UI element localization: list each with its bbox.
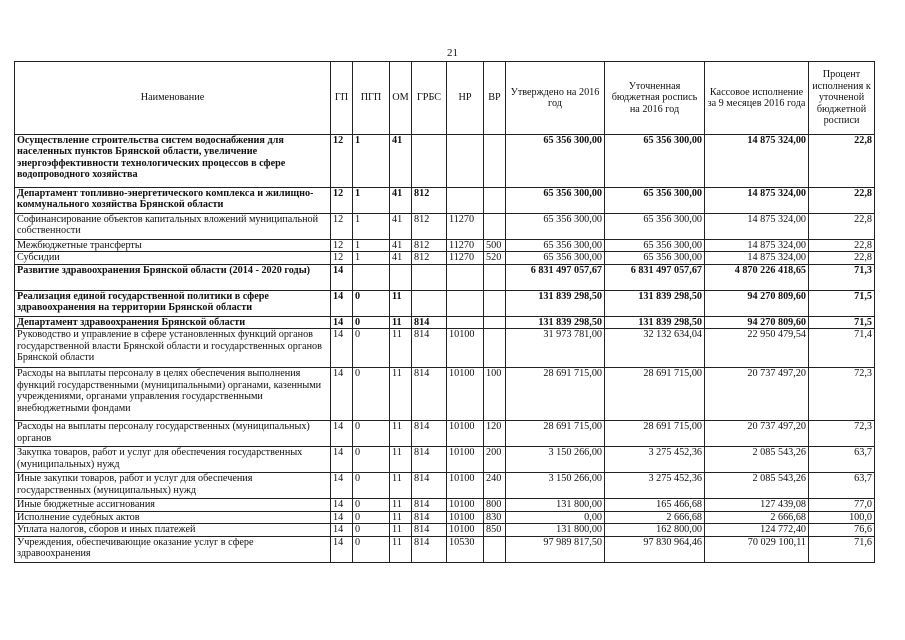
cell-np: 11270 [447, 240, 484, 252]
cell-grbs: 814 [412, 447, 447, 473]
cell-pgp: 1 [353, 252, 390, 264]
cell-approved: 31 973 781,00 [506, 329, 605, 368]
table-row [15, 499, 875, 511]
cell-executed: 14 875 324,00 [705, 252, 809, 264]
cell-pgp: 0 [353, 329, 390, 368]
cell-executed: 2 666,68 [705, 511, 809, 523]
cell-np: 10100 [447, 499, 484, 511]
table-row [15, 536, 875, 562]
cell-name: Департамент здравоохранения Брянской области [15, 316, 331, 328]
cell-pgp: 1 [353, 135, 390, 188]
header-vr: ВР [484, 62, 506, 135]
cell-om: 41 [390, 135, 412, 188]
cell-vr: 800 [484, 499, 506, 511]
cell-om: 11 [390, 447, 412, 473]
cell-executed: 20 737 497,20 [705, 368, 809, 421]
table-row [15, 447, 875, 473]
cell-grbs [412, 135, 447, 188]
cell-approved: 131 839 298,50 [506, 316, 605, 328]
cell-om [390, 264, 412, 290]
cell-name: Осуществление строительства систем водоснабжения для населенных пунктов Брянской области, увеличение энергоэффективности технологических процессов в сфере водопроводного хозяйства [15, 135, 331, 188]
cell-revised: 3 275 452,36 [605, 447, 705, 473]
cell-np: 11270 [447, 214, 484, 240]
table-row [15, 264, 875, 290]
cell-name: Департамент топливно-энергетического комплекса и жилищно-коммунального хозяйства Брянской области [15, 188, 331, 214]
cell-np: 10530 [447, 536, 484, 562]
cell-approved: 65 356 300,00 [506, 188, 605, 214]
cell-executed: 4 870 226 418,65 [705, 264, 809, 290]
cell-pgp: 1 [353, 188, 390, 214]
cell-percent: 71,6 [809, 536, 875, 562]
cell-percent: 72,3 [809, 421, 875, 447]
cell-pgp: 1 [353, 240, 390, 252]
cell-revised: 131 839 298,50 [605, 290, 705, 316]
cell-np: 10100 [447, 421, 484, 447]
cell-executed: 2 085 543,26 [705, 447, 809, 473]
cell-revised: 65 356 300,00 [605, 214, 705, 240]
cell-percent: 72,3 [809, 368, 875, 421]
cell-percent: 76,6 [809, 524, 875, 536]
header-executed: Кассовое исполнение за 9 месяцев 2016 года [705, 62, 809, 135]
cell-vr: 830 [484, 511, 506, 523]
table-row [15, 135, 875, 188]
cell-om: 41 [390, 252, 412, 264]
table-row [15, 188, 875, 214]
cell-grbs: 814 [412, 511, 447, 523]
cell-percent: 22,8 [809, 252, 875, 264]
cell-pgp: 0 [353, 536, 390, 562]
cell-om: 11 [390, 329, 412, 368]
cell-percent: 22,8 [809, 135, 875, 188]
cell-executed: 94 270 809,60 [705, 290, 809, 316]
cell-approved: 28 691 715,00 [506, 368, 605, 421]
cell-gp: 14 [331, 511, 353, 523]
table-row [15, 524, 875, 536]
cell-grbs: 814 [412, 499, 447, 511]
cell-om: 11 [390, 499, 412, 511]
cell-revised: 97 830 964,46 [605, 536, 705, 562]
cell-vr: 200 [484, 447, 506, 473]
cell-np [447, 188, 484, 214]
cell-pgp: 0 [353, 316, 390, 328]
cell-percent: 22,8 [809, 214, 875, 240]
cell-gp: 14 [331, 329, 353, 368]
cell-name: Софинансирование объектов капитальных вложений муниципальной собственности [15, 214, 331, 240]
table-row [15, 290, 875, 316]
cell-approved: 65 356 300,00 [506, 252, 605, 264]
cell-grbs: 814 [412, 421, 447, 447]
cell-pgp: 0 [353, 499, 390, 511]
cell-vr [484, 264, 506, 290]
table-row [15, 473, 875, 499]
cell-gp: 14 [331, 447, 353, 473]
cell-percent: 22,8 [809, 188, 875, 214]
cell-om: 11 [390, 368, 412, 421]
cell-vr [484, 316, 506, 328]
cell-name: Расходы на выплаты персоналу в целях обеспечения выполнения функций государственными (муниципальными) органами, казенными учреждениями, органами управления государственными внебюджетными фондами [15, 368, 331, 421]
cell-gp: 12 [331, 214, 353, 240]
table-row [15, 252, 875, 264]
table-row [15, 316, 875, 328]
cell-np: 10100 [447, 511, 484, 523]
header-gp: ГП [331, 62, 353, 135]
cell-om: 41 [390, 188, 412, 214]
cell-revised: 2 666,68 [605, 511, 705, 523]
cell-executed: 22 950 479,54 [705, 329, 809, 368]
cell-om: 11 [390, 290, 412, 316]
cell-revised: 28 691 715,00 [605, 421, 705, 447]
cell-revised: 65 356 300,00 [605, 188, 705, 214]
cell-percent: 71,4 [809, 329, 875, 368]
cell-gp: 12 [331, 240, 353, 252]
cell-vr: 520 [484, 252, 506, 264]
cell-name: Руководство и управление в сфере установленных функций органов государственной власти Брянской области и государственных органов Брянской области [15, 329, 331, 368]
header-om: ОМ [390, 62, 412, 135]
cell-vr [484, 290, 506, 316]
cell-executed: 70 029 100,11 [705, 536, 809, 562]
cell-percent: 22,8 [809, 240, 875, 252]
cell-gp: 12 [331, 135, 353, 188]
cell-grbs: 812 [412, 188, 447, 214]
cell-name: Исполнение судебных актов [15, 511, 331, 523]
cell-approved: 131 839 298,50 [506, 290, 605, 316]
cell-approved: 65 356 300,00 [506, 135, 605, 188]
cell-np: 10100 [447, 473, 484, 499]
header-name: Наименование [15, 62, 331, 135]
cell-gp: 14 [331, 536, 353, 562]
header-revised: Уточненная бюджетная роспись на 2016 год [605, 62, 705, 135]
header-ppgp: ПГП [353, 62, 390, 135]
cell-revised: 28 691 715,00 [605, 368, 705, 421]
cell-np [447, 264, 484, 290]
table-row [15, 214, 875, 240]
cell-om: 11 [390, 511, 412, 523]
cell-om: 11 [390, 421, 412, 447]
budget-table [14, 61, 875, 563]
cell-pgp: 0 [353, 447, 390, 473]
cell-gp: 14 [331, 368, 353, 421]
cell-gp: 14 [331, 524, 353, 536]
cell-grbs: 812 [412, 252, 447, 264]
cell-vr: 120 [484, 421, 506, 447]
cell-pgp: 0 [353, 524, 390, 536]
cell-revised: 162 800,00 [605, 524, 705, 536]
cell-revised: 131 839 298,50 [605, 316, 705, 328]
cell-vr: 850 [484, 524, 506, 536]
cell-approved: 97 989 817,50 [506, 536, 605, 562]
header-approved: Утверждено на 2016 год [506, 62, 605, 135]
cell-approved: 0,00 [506, 511, 605, 523]
cell-executed: 94 270 809,60 [705, 316, 809, 328]
cell-gp: 14 [331, 290, 353, 316]
cell-gp: 12 [331, 252, 353, 264]
header-grbs: ГРБС [412, 62, 447, 135]
cell-revised: 165 466,68 [605, 499, 705, 511]
cell-grbs: 814 [412, 368, 447, 421]
cell-name: Закупка товаров, работ и услуг для обеспечения государственных (муниципальных) нужд [15, 447, 331, 473]
cell-om: 11 [390, 316, 412, 328]
cell-pgp: 0 [353, 368, 390, 421]
cell-executed: 14 875 324,00 [705, 240, 809, 252]
cell-revised: 6 831 497 057,67 [605, 264, 705, 290]
cell-approved: 3 150 266,00 [506, 473, 605, 499]
cell-grbs: 812 [412, 214, 447, 240]
cell-percent: 63,7 [809, 473, 875, 499]
cell-om: 11 [390, 473, 412, 499]
cell-grbs: 814 [412, 329, 447, 368]
cell-name: Учреждения, обеспечивающие оказание услуг в сфере здравоохранения [15, 536, 331, 562]
cell-np [447, 316, 484, 328]
cell-approved: 65 356 300,00 [506, 214, 605, 240]
header-percent: Процент исполнения к уточненой бюджетной росписи [809, 62, 875, 135]
cell-percent: 100,0 [809, 511, 875, 523]
cell-revised: 65 356 300,00 [605, 135, 705, 188]
table-row [15, 240, 875, 252]
cell-gp: 12 [331, 188, 353, 214]
cell-vr [484, 329, 506, 368]
cell-executed: 20 737 497,20 [705, 421, 809, 447]
cell-np: 10100 [447, 368, 484, 421]
page-number: 21 [447, 47, 458, 59]
cell-vr: 240 [484, 473, 506, 499]
cell-vr [484, 214, 506, 240]
table-row [15, 329, 875, 368]
cell-np: 11270 [447, 252, 484, 264]
cell-name: Межбюджетные трансферты [15, 240, 331, 252]
cell-percent: 71,3 [809, 264, 875, 290]
cell-grbs: 814 [412, 536, 447, 562]
cell-percent: 71,5 [809, 290, 875, 316]
cell-name: Уплата налогов, сборов и иных платежей [15, 524, 331, 536]
cell-pgp: 0 [353, 290, 390, 316]
cell-pgp: 0 [353, 421, 390, 447]
cell-name: Развитие здравоохранения Брянской области (2014 - 2020 годы) [15, 264, 331, 290]
cell-name: Реализация единой государственной политики в сфере здравоохранения на территории Брянской области [15, 290, 331, 316]
cell-grbs [412, 264, 447, 290]
cell-percent: 63,7 [809, 447, 875, 473]
cell-pgp: 0 [353, 511, 390, 523]
cell-grbs: 814 [412, 316, 447, 328]
cell-om: 11 [390, 524, 412, 536]
cell-vr: 100 [484, 368, 506, 421]
cell-np: 10100 [447, 524, 484, 536]
cell-executed: 14 875 324,00 [705, 214, 809, 240]
cell-grbs: 814 [412, 473, 447, 499]
cell-approved: 28 691 715,00 [506, 421, 605, 447]
table-row [15, 421, 875, 447]
cell-grbs: 814 [412, 524, 447, 536]
cell-om: 41 [390, 214, 412, 240]
cell-percent: 71,5 [809, 316, 875, 328]
cell-revised: 32 132 634,04 [605, 329, 705, 368]
cell-np: 10100 [447, 329, 484, 368]
cell-approved: 131 800,00 [506, 524, 605, 536]
cell-pgp: 1 [353, 214, 390, 240]
cell-pgp: 0 [353, 473, 390, 499]
cell-gp: 14 [331, 316, 353, 328]
cell-gp: 14 [331, 473, 353, 499]
cell-approved: 65 356 300,00 [506, 240, 605, 252]
cell-grbs: 812 [412, 240, 447, 252]
cell-approved: 6 831 497 057,67 [506, 264, 605, 290]
cell-percent: 77,0 [809, 499, 875, 511]
cell-gp: 14 [331, 499, 353, 511]
cell-name: Субсидии [15, 252, 331, 264]
table-row [15, 368, 875, 421]
table-row [15, 511, 875, 523]
cell-executed: 124 772,40 [705, 524, 809, 536]
cell-revised: 65 356 300,00 [605, 252, 705, 264]
header-np: НР [447, 62, 484, 135]
cell-name: Иные бюджетные ассигнования [15, 499, 331, 511]
cell-pgp [353, 264, 390, 290]
cell-revised: 3 275 452,36 [605, 473, 705, 499]
cell-om: 41 [390, 240, 412, 252]
cell-revised: 65 356 300,00 [605, 240, 705, 252]
cell-executed: 14 875 324,00 [705, 188, 809, 214]
cell-grbs [412, 290, 447, 316]
cell-vr [484, 188, 506, 214]
cell-np: 10100 [447, 447, 484, 473]
cell-approved: 3 150 266,00 [506, 447, 605, 473]
cell-gp: 14 [331, 264, 353, 290]
header-row [15, 62, 875, 135]
cell-vr: 500 [484, 240, 506, 252]
cell-approved: 131 800,00 [506, 499, 605, 511]
cell-np [447, 135, 484, 188]
cell-gp: 14 [331, 421, 353, 447]
cell-om: 11 [390, 536, 412, 562]
cell-executed: 14 875 324,00 [705, 135, 809, 188]
cell-vr [484, 135, 506, 188]
cell-name: Иные закупки товаров, работ и услуг для обеспечения государственных (муниципальных) нужд [15, 473, 331, 499]
cell-np [447, 290, 484, 316]
cell-executed: 2 085 543,26 [705, 473, 809, 499]
cell-name: Расходы на выплаты персоналу государственных (муниципальных) органов [15, 421, 331, 447]
cell-vr [484, 536, 506, 562]
cell-executed: 127 439,08 [705, 499, 809, 511]
